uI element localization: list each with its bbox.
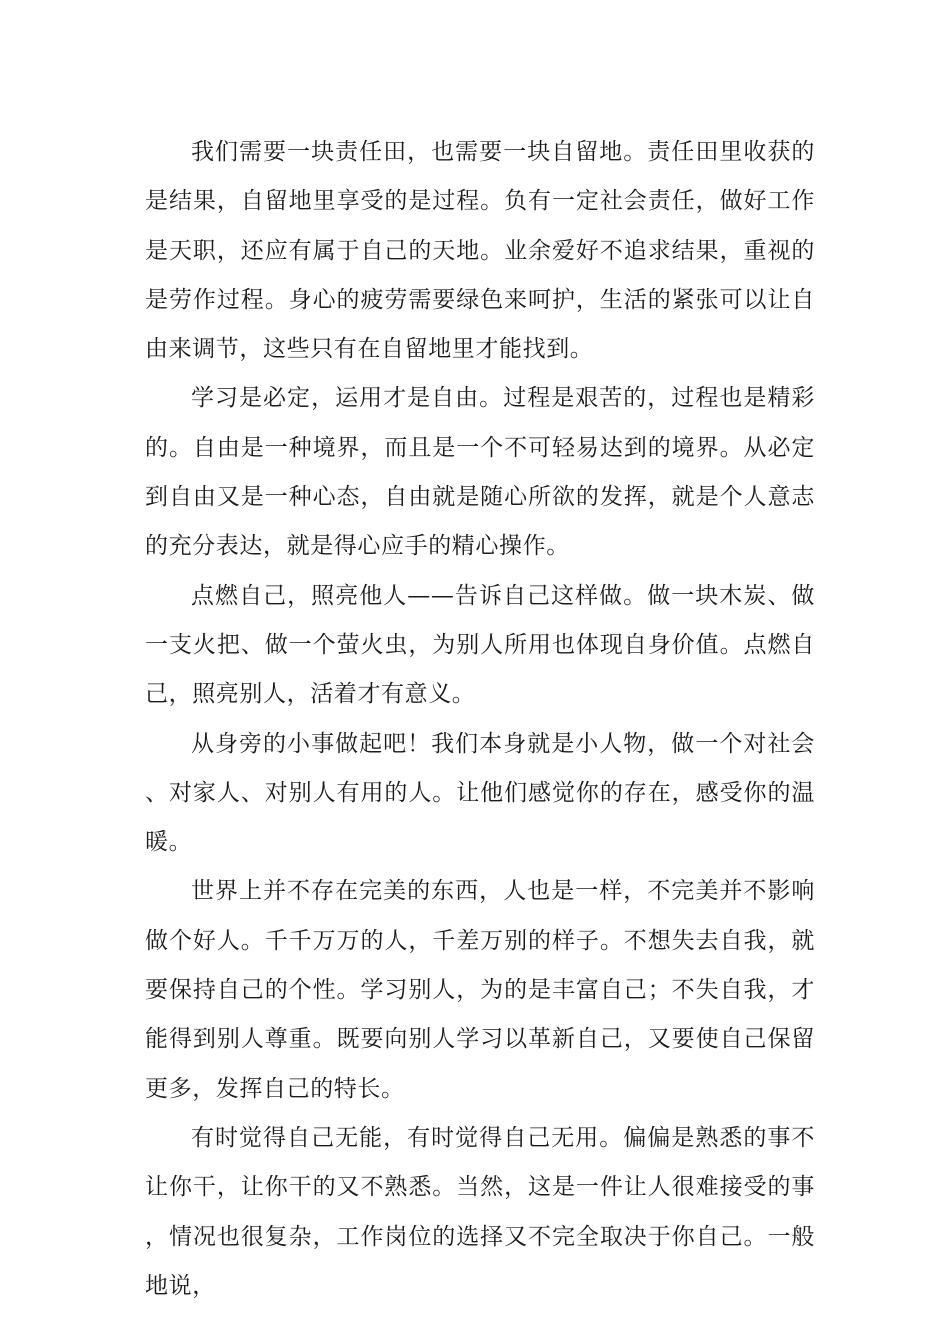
paragraph-6: 有时觉得自己无能，有时觉得自己无用。偏偏是熟悉的事不让你干，让你干的又不熟悉。当然，这是一件让人很难接受的事，情况也很复杂，工作岗位的选择又不完全取决于你自己。一般地说， bbox=[145, 1124, 815, 1299]
paragraph-5: 世界上并不存在完美的东西，人也是一样，不完美并不影响做个好人。千千万万的人，千差万别的样子。不想失去自我，就要保持自己的个性。学习别人，为的是丰富自己；不失自我，才能得到别人尊重。既要向别人学习以革新自己，又要使自己保留更多，发挥自己的特长。 bbox=[145, 878, 815, 1102]
document-body bbox=[145, 128, 815, 1311]
paragraph-3: 点燃自己，照亮他人——告诉自己这样做。做一块木炭、做一支火把、做一个萤火虫，为别人所用也体现自身价值。点燃自己，照亮别人，活着才有意义。 bbox=[145, 582, 815, 708]
paragraph-1: 我们需要一块责任田，也需要一块自留地。责任田里收获的是结果，自留地里享受的是过程。负有一定社会责任，做好工作是天职，还应有属于自己的天地。业余爱好不追求结果，重视的是劳作过程。身心的疲劳需要绿色来呵护，生活的紧张可以让自由来调节，这些只有在自留地里才能找到。 bbox=[145, 139, 815, 363]
paragraph-2: 学习是必定，运用才是自由。过程是艰苦的，过程也是精彩的。自由是一种境界，而且是一个不可轻易达到的境界。从必定到自由又是一种心态，自由就是随心所欲的发挥，就是个人意志的充分表达，就是得心应手的精心操作。 bbox=[145, 385, 815, 560]
paragraph-4: 从身旁的小事做起吧！我们本身就是小人物，做一个对社会、对家人、对别人有用的人。让他们感觉你的存在，感受你的温暖。 bbox=[145, 730, 815, 856]
